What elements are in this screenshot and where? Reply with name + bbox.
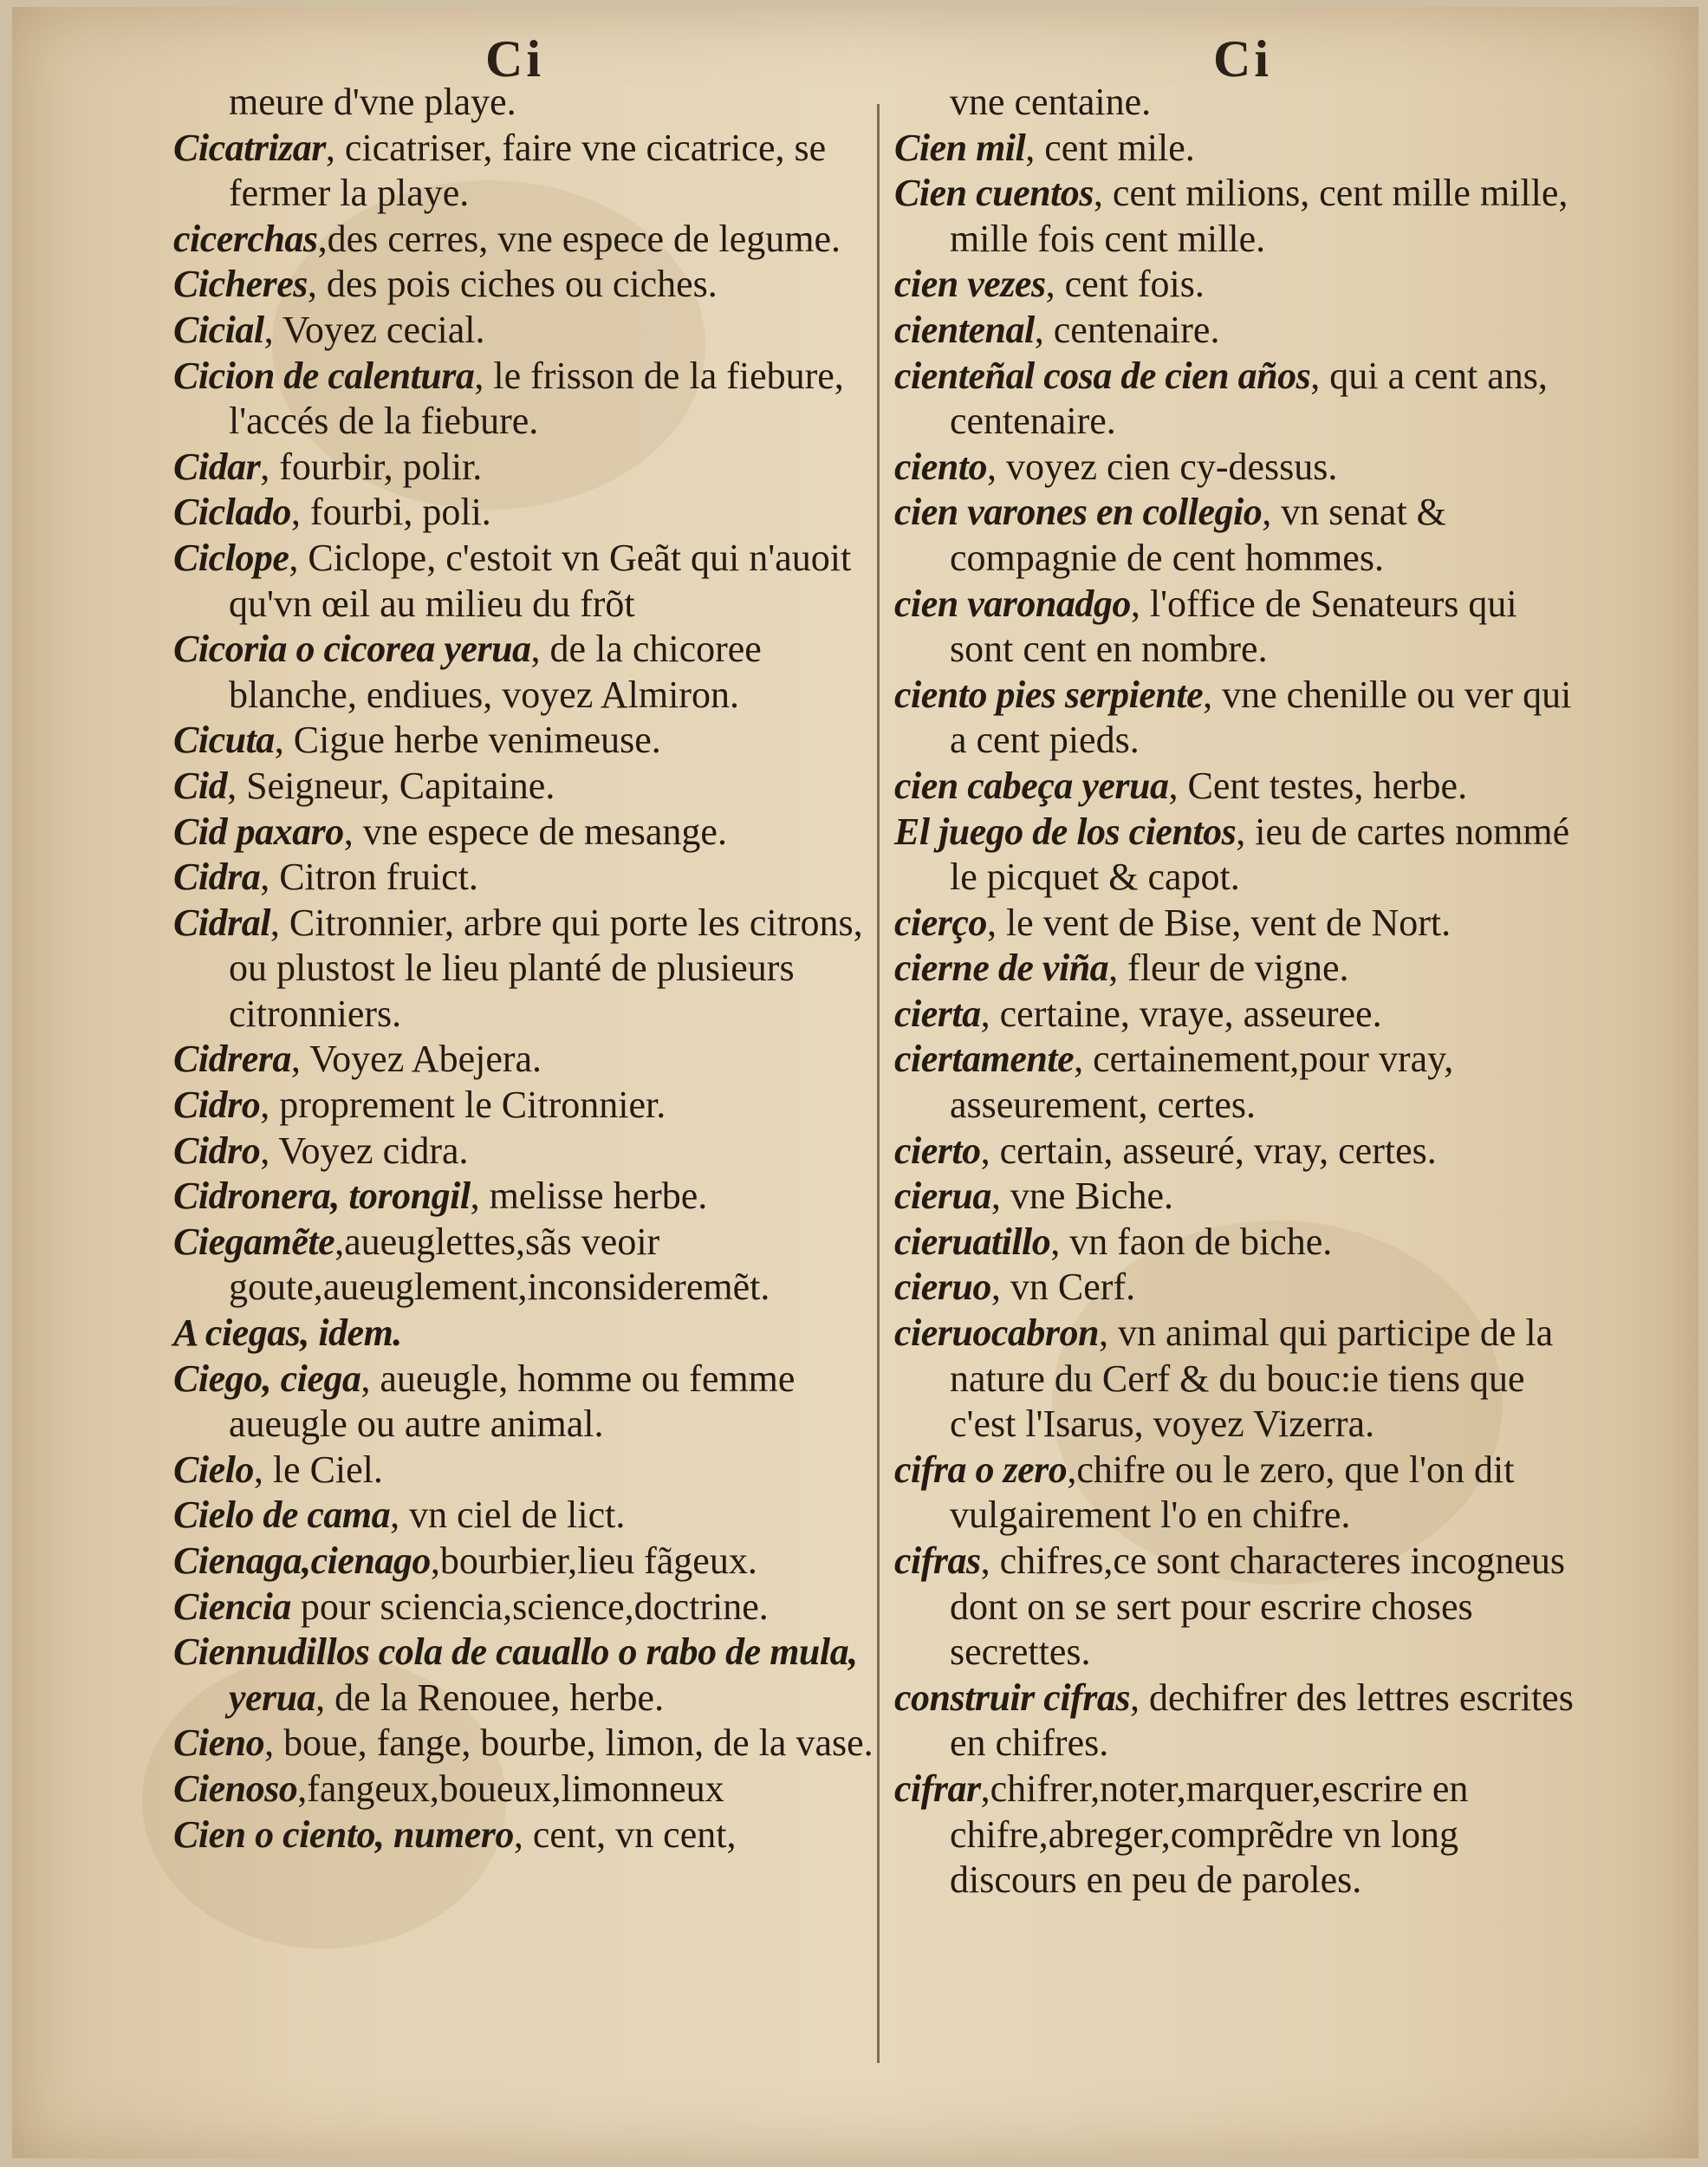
dictionary-entry (894, 992, 1588, 1038)
entry-definition: , cent mile. (1025, 126, 1195, 169)
dictionary-entry (173, 126, 873, 217)
dictionary-entry (173, 1767, 873, 1812)
dictionary-entry (173, 810, 873, 856)
dictionary-entry (173, 80, 873, 126)
entry-definition: , cent fois. (1045, 263, 1205, 306)
dictionary-entry (173, 855, 873, 901)
entry-definition: , voyez cien cy-dessus. (986, 445, 1338, 488)
dictionary-entry (173, 1311, 873, 1357)
entry-definition: , fleur de vigne. (1108, 947, 1349, 990)
dictionary-entry (894, 582, 1588, 673)
entry-headword: Cidar (173, 445, 261, 488)
entry-definition: , de la chicoree blanche, endiues, voyez Almiron. (229, 628, 762, 716)
entry-definition: , le frisson de la fiebure, l'accés de la fiebure. (229, 354, 844, 443)
entry-definition: , boue, fange, bourbe, limon, de la vase. (264, 1721, 873, 1765)
dictionary-entry (173, 901, 873, 1038)
entry-definition: , Voyez cidra. (260, 1129, 469, 1172)
dictionary-entry (173, 1037, 873, 1083)
entry-definition: , Citron fruict. (260, 856, 478, 899)
dictionary-entry (894, 1311, 1588, 1448)
entry-definition: , Ciclope, c'estoit vn Geãt qui n'auoit qu'vn œil au milieu du frõt (229, 536, 852, 625)
entry-definition: , Voyez cecial. (263, 308, 485, 351)
dictionary-entry (894, 1174, 1588, 1220)
dictionary-entry (894, 445, 1588, 491)
dictionary-entry (894, 1129, 1588, 1175)
entry-headword: Cicuta (173, 719, 275, 762)
dictionary-entry (173, 445, 873, 491)
dictionary-entry (894, 80, 1588, 126)
running-head-right: Ci (1213, 30, 1272, 88)
entry-headword: ciento (894, 445, 987, 488)
dictionary-entry (173, 1721, 873, 1767)
entry-definition: ,des cerres, vne espece de legume. (317, 217, 841, 260)
entry-headword: Cidra (173, 856, 261, 899)
dictionary-entry (173, 536, 873, 627)
entry-definition: , fourbir, polir. (260, 445, 483, 488)
dictionary-entry (173, 1083, 873, 1129)
dictionary-entry (894, 810, 1588, 901)
dictionary-entry (894, 764, 1588, 810)
entry-definition: , Citronnier, arbre qui porte les citrons, ou plustost le lieu planté de plusieurs citronniers. (229, 901, 863, 1035)
dictionary-entry (894, 673, 1588, 764)
dictionary-entry (894, 126, 1588, 172)
entry-headword: cieruatillo (894, 1220, 1051, 1263)
entry-headword: Cidro (173, 1129, 261, 1172)
entry-headword: ciento pies serpiente (894, 673, 1204, 716)
entry-headword: cierta (894, 992, 981, 1035)
dictionary-entry (894, 946, 1588, 992)
entry-headword: ciertamente (894, 1038, 1075, 1081)
entry-headword: Cienoso (173, 1767, 298, 1810)
dictionary-entry (173, 1220, 873, 1311)
entry-definition: , centenaire. (1034, 308, 1220, 351)
entry-headword: A ciegas, idem. (173, 1311, 402, 1355)
entry-definition: pour sciencia,science,doctrine. (290, 1585, 769, 1628)
dictionary-entry (173, 217, 873, 263)
entry-headword: Ciencia (173, 1585, 291, 1628)
entry-definition: , des pois ciches ou ciches. (307, 263, 718, 306)
entry-definition: , cicatriser, faire vne cicatrice, se fermer la playe. (229, 126, 827, 215)
entry-headword: Cicatrizar (173, 126, 326, 169)
right-column (894, 80, 1588, 1903)
dictionary-entry (173, 308, 873, 354)
entry-headword: Cidronera, torongil (173, 1175, 471, 1218)
entry-definition: , Voyez Abejera. (290, 1038, 542, 1081)
entry-definition: , vn ciel de lict. (390, 1493, 626, 1537)
entry-definition: , de la Renouee, herbe. (315, 1676, 665, 1719)
entry-definition: ,fangeux,boueux,limonneux (297, 1767, 724, 1810)
column-divider (877, 104, 880, 2063)
entry-definition: , proprement le Citronnier. (260, 1084, 666, 1127)
dictionary-entry (173, 354, 873, 445)
entry-definition: , vne Biche. (990, 1175, 1174, 1218)
dictionary-entry (173, 1493, 873, 1539)
entry-headword: cierço (894, 901, 987, 944)
dictionary-entry (173, 1357, 873, 1448)
dictionary-entry (173, 262, 873, 308)
dictionary-entry (173, 718, 873, 764)
entry-headword: Cien o ciento, numero (173, 1812, 514, 1856)
dictionary-entry (894, 1265, 1588, 1311)
entry-headword: cierto (894, 1129, 981, 1172)
entry-headword: Cidral (173, 901, 270, 944)
entry-definition: , vn animal qui participe de la nature du Cerf & du bouc:ie tiens que c'est l'Isarus, voyez Vizerra. (950, 1311, 1554, 1446)
entry-definition: ,aueuglettes,sãs veoir goute,aueuglement,inconsideremẽt. (229, 1220, 770, 1309)
entry-definition: , l'office de Senateurs qui sont cent en nombre. (950, 582, 1517, 671)
dictionary-entry (894, 490, 1588, 581)
dictionary-entry (173, 764, 873, 810)
entry-headword: cientenal (894, 308, 1035, 351)
dictionary-entry (173, 1129, 873, 1175)
dictionary-entry (173, 1812, 873, 1858)
entry-definition: , chifres,ce sont characteres incogneus dont on se sert pour escrire choses secrettes. (950, 1539, 1566, 1674)
entry-headword: cifra o zero (894, 1448, 1068, 1491)
entry-headword: cien varonadgo (894, 582, 1131, 625)
entry-headword: cienteñal cosa de cien años (894, 354, 1311, 397)
entry-headword: Cidro (173, 1084, 261, 1127)
dictionary-entry (894, 262, 1588, 308)
entry-headword: Ciclado (173, 491, 291, 534)
entry-headword: cien varones en collegio (894, 491, 1263, 534)
entry-headword: Cicion de calentura (173, 354, 475, 397)
entry-headword: Cien cuentos (894, 172, 1094, 215)
entry-headword: cicerchas (173, 217, 318, 260)
entry-definition: vne centaine. (950, 81, 1152, 123)
entry-headword: El juego de los cientos (894, 810, 1237, 853)
dictionary-entry (173, 1448, 873, 1493)
dictionary-entry (173, 1174, 873, 1220)
entry-definition: , vne espece de mesange. (343, 810, 727, 853)
entry-definition: , melisse herbe. (470, 1175, 708, 1218)
entry-headword: cifrar (894, 1767, 981, 1810)
entry-definition: ,chifre ou le zero, que l'on dit vulgairement l'o en chifre. (950, 1448, 1515, 1537)
entry-headword: Ciegamẽte (173, 1220, 335, 1263)
entry-headword: cien cabeça yerua (894, 764, 1169, 807)
entry-definition: , cent, vn cent, (513, 1812, 737, 1856)
left-column (173, 80, 873, 1858)
entry-headword: Cicoria o cicorea yerua (173, 628, 531, 671)
dictionary-entry (894, 1220, 1588, 1266)
entry-definition: , vn Cerf. (990, 1266, 1136, 1309)
entry-definition: , vn senat & compagnie de cent hommes. (950, 491, 1446, 579)
dictionary-entry (894, 1037, 1588, 1128)
entry-headword: construir cifras (894, 1676, 1130, 1719)
entry-definition: , Cigue herbe venimeuse. (274, 719, 661, 762)
entry-headword: Ciego, ciega (173, 1357, 361, 1400)
entry-definition: , Seigneur, Capitaine. (227, 764, 555, 807)
entry-definition: , cent milions, cent mille mille, mille fois cent mille. (950, 172, 1568, 260)
dictionary-entry (173, 1630, 873, 1721)
running-head-left: Ci (485, 30, 544, 88)
dictionary-entry (894, 1767, 1588, 1903)
entry-headword: Cielo (173, 1448, 254, 1491)
dictionary-entry (894, 1539, 1588, 1676)
entry-definition: , dechifrer des lettres escrites en chifres. (950, 1676, 1574, 1765)
entry-headword: Cid paxaro (173, 810, 344, 853)
dictionary-entry (173, 627, 873, 718)
dictionary-entry (173, 1539, 873, 1585)
entry-headword: Cid (173, 764, 228, 807)
entry-definition: ,chifrer,noter,marquer,escrire en chifre,abreger,comprẽdre vn long discours en peu de paroles. (950, 1767, 1469, 1902)
entry-headword: cieruo (894, 1266, 991, 1309)
entry-headword: cierua (894, 1175, 991, 1218)
entry-definition: , Cent testes, herbe. (1168, 764, 1468, 807)
dictionary-entry (173, 490, 873, 536)
dictionary-entry (894, 308, 1588, 354)
dictionary-entry (894, 354, 1588, 445)
entry-headword: Cieno (173, 1721, 265, 1765)
dictionary-entry (894, 901, 1588, 947)
entry-headword: cifras (894, 1539, 981, 1582)
entry-headword: Ciclope (173, 536, 289, 579)
entry-headword: cierne de viña (894, 947, 1109, 990)
entry-definition: , certainement,pour vray, asseurement, certes. (950, 1038, 1454, 1127)
entry-headword: Cien mil (894, 126, 1026, 169)
dictionary-entry (173, 1585, 873, 1630)
entry-headword: Cicheres (173, 263, 308, 306)
entry-definition: , certaine, vraye, asseuree. (980, 992, 1382, 1035)
entry-headword: cien vezes (894, 263, 1046, 306)
entry-headword: cieruocabron (894, 1311, 1099, 1355)
entry-headword: Cielo de cama (173, 1493, 391, 1537)
dictionary-entry (894, 1448, 1588, 1539)
entry-definition: , vn faon de biche. (1050, 1220, 1333, 1263)
entry-headword: Cicial (173, 308, 264, 351)
entry-headword: Cidrera (173, 1038, 291, 1081)
entry-definition: , le vent de Bise, vent de Nort. (986, 901, 1451, 944)
entry-definition: , qui a cent ans, centenaire. (950, 354, 1548, 443)
entry-definition: , ieu de cartes nommé le picquet & capot. (950, 810, 1570, 899)
entry-headword: Cienaga,cienago (173, 1539, 431, 1582)
entry-definition: , le Ciel. (253, 1448, 383, 1491)
entry-definition: , fourbi, poli. (290, 491, 491, 534)
entry-definition: , vne chenille ou ver qui a cent pieds. (950, 673, 1572, 762)
dictionary-entry (894, 1676, 1588, 1767)
entry-definition: meure d'vne playe. (229, 81, 516, 123)
entry-definition: , aueugle, homme ou femme aueugle ou autre animal. (229, 1357, 796, 1446)
entry-headword: Ciennudillos cola de cauallo o rabo de mula, yerua (173, 1630, 858, 1719)
entry-definition: ,bourbier,lieu fãgeux. (430, 1539, 757, 1582)
dictionary-entry (894, 171, 1588, 262)
entry-definition: , certain, asseuré, vray, certes. (980, 1129, 1437, 1172)
